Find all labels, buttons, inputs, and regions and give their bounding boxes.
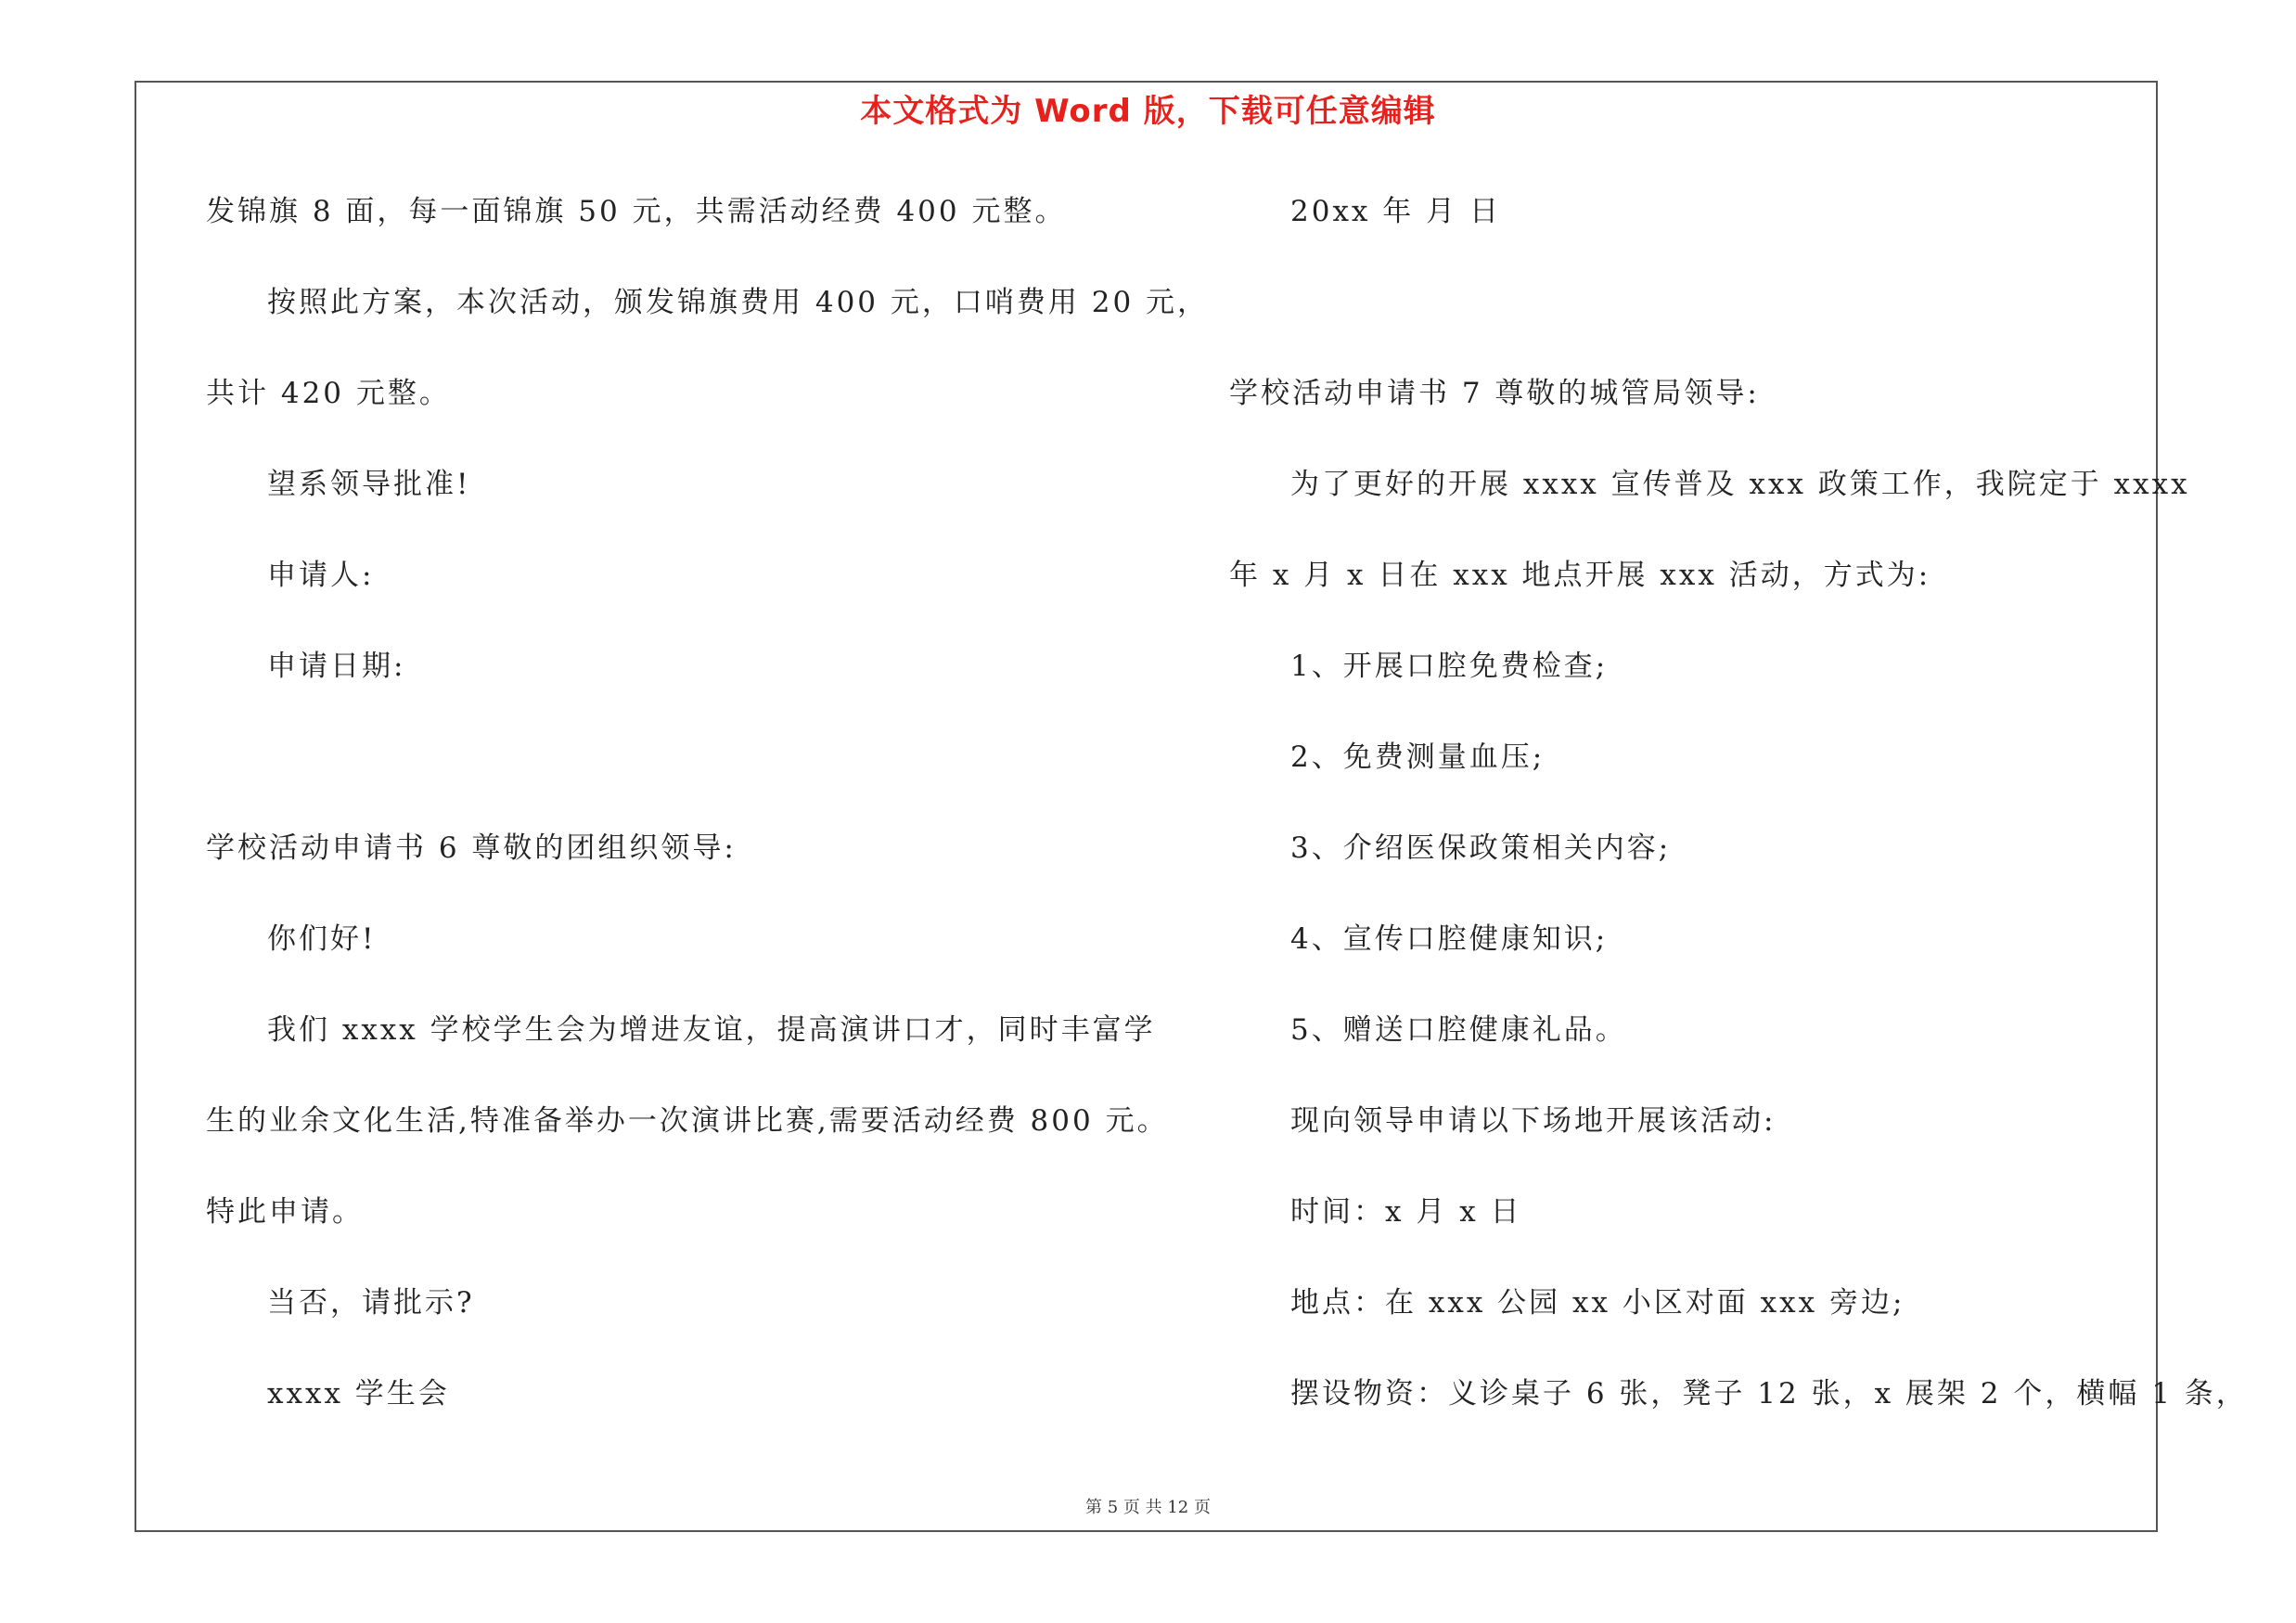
applicant-label: 申请人:	[267, 559, 375, 592]
paragraph-line: 为了更好的开展 xxxx 宣传普及 xxx 政策工作，我院定于 xxxx	[1290, 468, 2190, 501]
paragraph-line: 发锦旗 8 面，每一面锦旗 50 元，共需活动经费 400 元整。	[206, 195, 1067, 228]
paragraph-line: 按照此方案，本次活动，颁发锦旗费用 400 元，口哨费用 20 元，	[267, 286, 1210, 319]
list-item: 1、开展口腔免费检查;	[1290, 650, 1609, 683]
list-item: 3、介绍医保政策相关内容;	[1290, 831, 1672, 865]
right-column	[1229, 184, 2248, 1457]
signature-line: xxxx 学生会	[267, 1377, 450, 1410]
blank-line	[1229, 275, 2166, 366]
application-date-label: 申请日期:	[267, 650, 406, 683]
paragraph-line: 生的业余文化生活,特准备举办一次演讲比赛,需要活动经费 800 元。	[206, 1104, 1169, 1138]
paragraph-line: 共计 420 元整。	[206, 377, 451, 410]
materials-line: 摆设物资：义诊桌子 6 张，凳子 12 张，x 展架 2 个，横幅 1 条，	[1290, 1377, 2248, 1410]
paragraph-line: 我们 xxxx 学校学生会为增进友谊，提高演讲口才，同时丰富学	[267, 1013, 1156, 1047]
section-heading: 学校活动申请书 6 尊敬的团组织领导:	[206, 831, 737, 865]
paragraph-line: 现向领导申请以下场地开展该活动:	[1290, 1104, 1777, 1138]
paragraph-line: 年 x 月 x 日在 xxx 地点开展 xxx 活动，方式为:	[1229, 559, 1931, 592]
page-number-footer: 第 5 页 共 12 页	[1085, 1498, 1211, 1517]
list-item: 5、赠送口腔健康礼品。	[1290, 1013, 1627, 1047]
greeting-line: 你们好!	[267, 922, 377, 956]
location-line: 地点：在 xxx 公园 xx 小区对面 xxx 旁边;	[1290, 1286, 1905, 1320]
format-notice-banner: 本文格式为 Word 版，下载可任意编辑	[860, 93, 1436, 130]
paragraph-line: 当否，请批示?	[267, 1286, 475, 1320]
left-column	[206, 184, 1210, 1457]
paragraph-line: 特此申请。	[206, 1195, 364, 1229]
time-line: 时间：x 月 x 日	[1290, 1195, 1522, 1229]
section-heading: 学校活动申请书 7 尊敬的城管局领导:	[1229, 377, 1760, 410]
blank-line	[206, 729, 1152, 820]
list-item: 4、宣传口腔健康知识;	[1290, 922, 1609, 956]
list-item: 2、免费测量血压;	[1290, 741, 1546, 774]
date-line: 20xx 年 月 日	[1290, 195, 1501, 228]
paragraph-line: 望系领导批准!	[267, 468, 471, 501]
